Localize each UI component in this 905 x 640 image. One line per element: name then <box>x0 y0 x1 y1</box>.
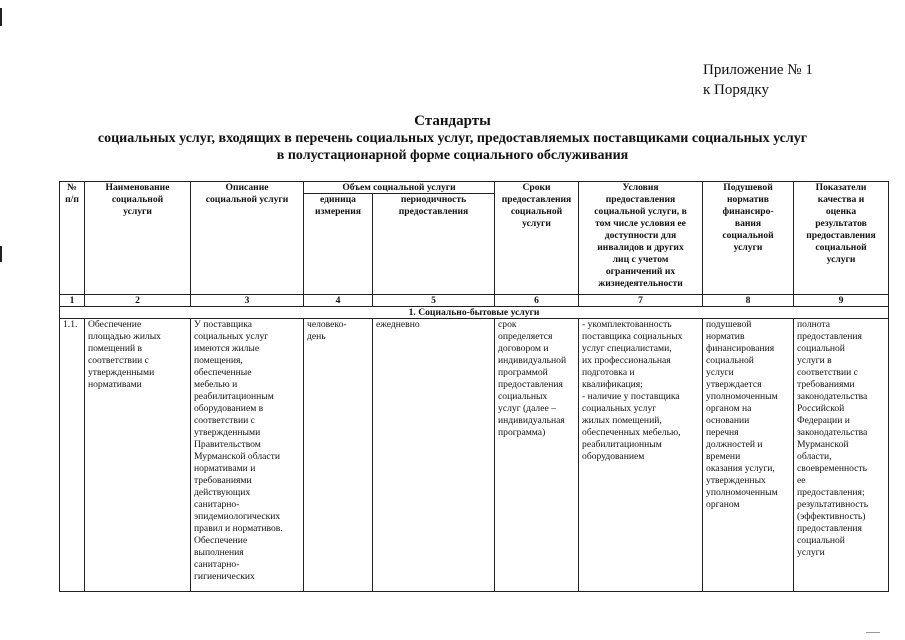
header-terms: Сроки предоставления социальной услуги <box>495 182 579 295</box>
appendix-note <box>703 60 813 100</box>
scan-edge-mark <box>0 246 2 262</box>
table-row <box>60 319 889 592</box>
title-main: Стандарты <box>414 113 491 129</box>
header-norm: Подушевой норматив финансиро- вания социальной услуги <box>703 182 794 295</box>
header-num: № п/п <box>60 182 85 295</box>
section-title: 1. Социально-бытовые услуги <box>60 307 889 319</box>
header-quality: Показатели качества и оценка результатов предоставления социальной услуги <box>794 182 889 295</box>
column-number-row <box>60 295 889 307</box>
section-row <box>60 307 889 319</box>
column-number: 6 <box>495 295 579 307</box>
header-volume: Объем социальной услуги <box>304 182 495 194</box>
title-line-3: в полустационарной форме социального обслуживания <box>276 148 629 163</box>
header-conditions: Условия предоставления социальной услуги, в том числе условия ее доступности для инвалидов и других лиц с учетом ограничений их жизнедеятельности <box>579 182 703 295</box>
column-number: 3 <box>191 295 304 307</box>
header-unit: единица измерения <box>304 194 373 295</box>
row-num: 1.1. <box>60 319 85 592</box>
row-terms: срок определяется договором и индивидуальной программой предоставления социальных услуг (далее – индивидуальная программа) <box>495 319 579 592</box>
header-frequency: периодичность предоставления <box>373 194 495 295</box>
header-description: Описание социальной услуги <box>191 182 304 295</box>
column-number: 1 <box>60 295 85 307</box>
header-name: Наименование социальной услуги <box>85 182 191 295</box>
column-number: 4 <box>304 295 373 307</box>
scan-edge-mark <box>0 8 2 26</box>
row-conditions: - укомплектованность поставщика социальных услуг специалистами, их профессиональная подготовка и квалификация; - наличие у поставщика социальных услуг жилых помещений, обеспеченных мебелью, реабилитационным оборудованием <box>579 319 703 592</box>
appendix-line-2: к Порядку <box>703 82 769 98</box>
row-norm: подушевой норматив финансирования социальной услуги утверждается уполномоченным органом на основании перечня должностей и времени оказания услуги, утвержденных уполномоченным органом <box>703 319 794 592</box>
row-frequency: ежедневно <box>373 319 495 592</box>
standards-table <box>59 181 889 592</box>
title-line-2: социальных услуг, входящих в перечень социальных услуг, предоставляемых поставщиками социальных услуг <box>97 131 808 146</box>
column-number: 2 <box>85 295 191 307</box>
row-unit: человеко- день <box>304 319 373 592</box>
row-name: Обеспечение площадью жилых помещений в соответствии с утвержденными нормативами <box>85 319 191 592</box>
document-title <box>0 112 905 164</box>
column-number: 8 <box>703 295 794 307</box>
row-quality: полнота предоставления социальной услуги в соответствии с требованиями законодательства Российской Федерации и законодательства Мурманской области, своевременность ее предоставления; результативность (эффективность) предоставления социальной услуги <box>794 319 889 592</box>
column-number: 9 <box>794 295 889 307</box>
row-description: У поставщика социальных услуг имеются жилые помещения, обеспеченные мебелью и реабилитационным оборудованием в соответствии с утвержденными Правительством Мурманской области нормативами и требованиями действующих санитарно- эпидемиологических правил и нормативов. Обеспечение выполнения санитарно- гигиенических <box>191 319 304 592</box>
column-number: 5 <box>373 295 495 307</box>
scan-artifact-line <box>866 632 880 633</box>
appendix-line-1: Приложение № 1 <box>703 62 813 78</box>
column-number: 7 <box>579 295 703 307</box>
